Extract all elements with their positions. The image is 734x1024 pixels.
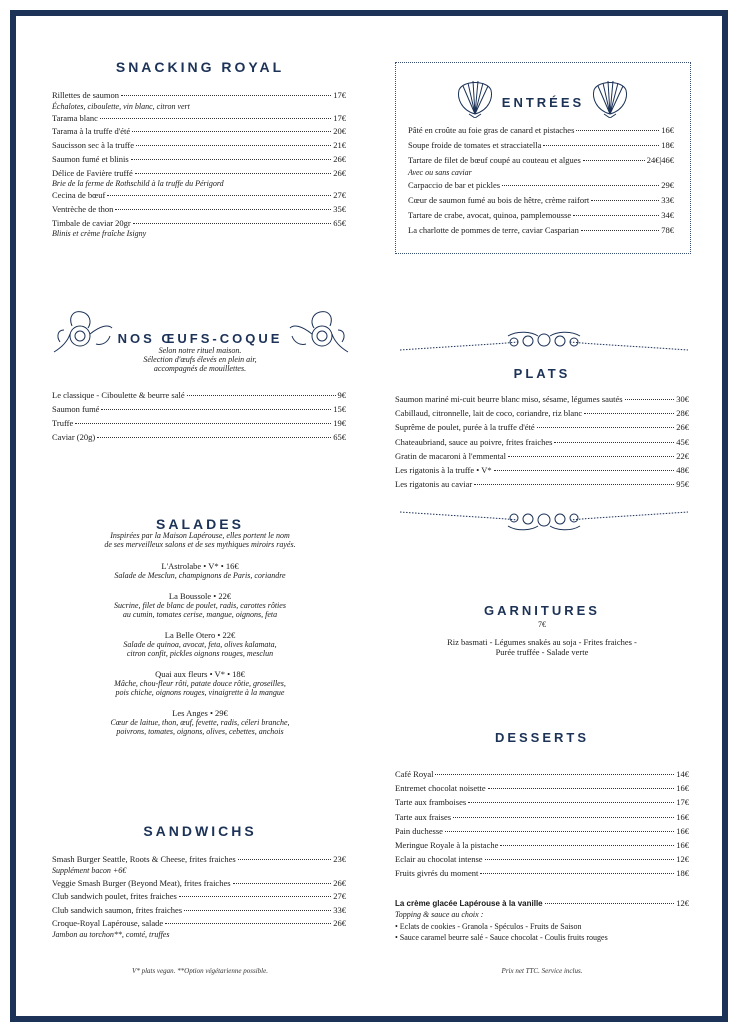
dot-leader: [480, 873, 674, 874]
menu-item-price: 9€: [337, 390, 346, 400]
menu-item-row: [408, 180, 674, 190]
menu-item-row: [52, 891, 346, 901]
menu-item-price: 34€: [661, 210, 674, 220]
menu-item-price: 17€: [333, 90, 346, 100]
menu-item-row: [395, 826, 689, 836]
menu-item-row: [52, 404, 346, 414]
dot-leader: [576, 130, 659, 131]
menu-item-row: [52, 154, 346, 164]
menu-item-price: 17€: [333, 112, 346, 123]
dot-leader: [584, 413, 674, 414]
garnitures-line: Purée truffée - Salade verte: [495, 647, 589, 657]
menu-item-name: Caviar (20g): [52, 432, 96, 442]
dot-leader: [488, 788, 675, 789]
dot-leader: [502, 185, 659, 186]
menu-item-name: Entremet chocolat noisette: [395, 783, 486, 794]
menu-item-price: 35€: [333, 203, 346, 214]
salade-item: [40, 561, 360, 580]
dot-leader: [554, 442, 674, 443]
glace-price: 12€: [676, 898, 689, 908]
menu-item-price: 26€: [333, 153, 346, 164]
menu-item-name: La charlotte de pommes de terre, caviar Casparian: [408, 225, 579, 235]
dot-leader: [435, 774, 674, 775]
menu-item-row: [395, 854, 689, 864]
salade-description: Salade de quinoa, avocat, feta, olives kalamata,: [123, 640, 277, 649]
salade-description: poivrons, tomates, oignons, olives, cebettes, anchois: [116, 727, 284, 736]
menu-item-name: Eclair au chocolat intense: [395, 854, 483, 865]
glace-bullet: • Sauce caramel beurre salé - Sauce chocolat - Coulis fruits rouges: [395, 933, 608, 942]
salade-name: Quai aux fleurs • V* • 18€: [155, 669, 245, 679]
dot-leader: [468, 802, 674, 803]
menu-item-row: [395, 451, 689, 461]
dot-leader: [445, 831, 674, 832]
menu-item-name: Les rigatonis à la truffe • V*: [395, 465, 492, 475]
menu-item-price: 18€: [661, 140, 674, 150]
menu-item-row: [52, 432, 346, 442]
menu-item-price: 18€: [676, 868, 689, 879]
menu-item-name: Tarama blanc: [52, 112, 98, 123]
menu-item-price: 27€: [333, 190, 346, 201]
menu-item-name: Pâté en croûte au foie gras de canard et pistaches: [408, 125, 575, 135]
dot-leader: [187, 395, 336, 396]
menu-item-name: Veggie Smash Burger (Beyond Meat), frites fraiches: [52, 877, 231, 888]
menu-item-price: 23€: [333, 854, 346, 864]
menu-item-name: Délice de Favière truffé: [52, 167, 133, 178]
salade-item: [40, 708, 360, 736]
scallop-shell-icon: [590, 76, 630, 118]
garnitures-price: 7€: [538, 620, 546, 629]
section-title-salades: SALADES: [156, 516, 244, 532]
dot-leader: [132, 131, 331, 132]
menu-item-name: Croque-Royal Lapérouse, salade: [52, 918, 164, 928]
salade-description: Mâche, chou-fleur rôti, patate douce rôtie, groseilles,: [114, 679, 286, 688]
dot-leader: [233, 883, 332, 884]
menu-item-price: 26€: [333, 877, 346, 888]
menu-item-row: [52, 218, 346, 228]
dot-leader: [537, 427, 675, 428]
dot-leader: [591, 200, 659, 201]
menu-item-price: 17€: [676, 797, 689, 808]
salade-description: Salade de Mesclun, champignons de Paris, coriandre: [114, 571, 286, 580]
menu-item-price: 78€: [661, 225, 674, 235]
menu-item-name: Tartare de crabe, avocat, quinoa, pamplemousse: [408, 210, 572, 220]
dot-leader: [573, 215, 659, 216]
dot-leader: [494, 470, 675, 471]
menu-item-name: Timbale de caviar 20gr: [52, 217, 131, 228]
dot-leader: [101, 409, 331, 410]
menu-item-row: [52, 878, 346, 888]
dot-leader: [581, 230, 659, 231]
menu-item-price: 21€: [333, 140, 346, 151]
menu-item-name: Gratin de macaroni à l'emmental: [395, 450, 507, 461]
salade-name: L'Astrolabe • V* • 16€: [161, 561, 239, 571]
menu-item-price: 26€: [676, 422, 689, 433]
menu-item-name: Meringue Royale à la pistache: [395, 840, 499, 850]
oeufs-intro: [100, 346, 300, 373]
menu-item-subtitle: Jambon au torchon**, comté, truffes: [52, 929, 170, 939]
section-title-plats: PLATS: [513, 366, 571, 381]
menu-item-price: 45€: [676, 436, 689, 447]
oeufs-intro-line: Selon notre rituel maison.: [158, 346, 242, 355]
menu-item-row: [52, 905, 346, 915]
menu-item-price: 16€: [676, 783, 689, 794]
dot-leader: [543, 145, 659, 146]
menu-item-price: 16€: [676, 840, 689, 850]
menu-item-name: Tarte aux framboises: [395, 797, 467, 808]
menu-item-name: Saumon fumé: [52, 404, 100, 414]
dot-leader: [485, 859, 675, 860]
dot-leader: [500, 845, 674, 846]
menu-item-subtitle: Brie de la ferme de Rothschild à la truffe du Périgord: [52, 179, 224, 189]
menu-item-price: 20€: [333, 126, 346, 137]
menu-item-name: Carpaccio de bar et pickles: [408, 180, 501, 190]
dot-leader: [238, 859, 332, 860]
menu-item-price: 22€: [676, 450, 689, 461]
salade-name: Les Anges • 29€: [172, 708, 228, 718]
menu-item-price: 16€: [676, 825, 689, 836]
menu-item-price: 95€: [676, 479, 689, 490]
menu-item-price: 16€: [676, 811, 689, 822]
dot-leader: [453, 817, 674, 818]
menu-item-row: [395, 394, 689, 404]
menu-item-price: 15€: [333, 404, 346, 414]
menu-item-row: [52, 126, 346, 136]
dot-leader: [75, 423, 331, 424]
menu-item-name: Smash Burger Seattle, Roots & Cheese, frites fraiches: [52, 854, 236, 864]
oeufs-intro-line: accompagnés de mouillettes.: [153, 364, 247, 373]
menu-item-price: 12€: [676, 854, 689, 865]
menu-item-row: [52, 190, 346, 200]
dot-leader: [97, 437, 331, 438]
dot-leader: [474, 484, 674, 485]
dot-leader: [133, 223, 331, 224]
footer-right-note: Prix net TTC. Service inclus.: [501, 967, 583, 975]
menu-item-row: [52, 113, 346, 123]
salade-item: [40, 591, 360, 619]
menu-item-row: [52, 140, 346, 150]
menu-item-row: [395, 408, 689, 418]
menu-item-name: Suprême de poulet, purée à la truffe d'été: [395, 422, 535, 433]
dot-leader: [545, 903, 675, 904]
menu-item-name: Tarte aux fraises: [395, 811, 452, 822]
glace-name: La crème glacée Lapérouse à la vanille: [395, 899, 543, 908]
oeufs-intro-line: Sélection d'œufs élevés en plein air,: [143, 355, 257, 364]
menu-item-row: [395, 479, 689, 489]
salade-item: [40, 669, 360, 697]
dot-leader: [625, 399, 675, 400]
menu-item-name: Chateaubriand, sauce au poivre, frites fraiches: [395, 436, 553, 447]
menu-item-row: [395, 812, 689, 822]
glace-row: [395, 898, 689, 908]
menu-item-price: 24€|46€: [646, 155, 674, 165]
section-title-desserts: DESSERTS: [494, 730, 590, 745]
salade-description: au cumin, tomates cerise, mangue, oignons, feta: [122, 610, 278, 619]
menu-item-subtitle: Avec ou sans caviar: [408, 168, 472, 177]
menu-item-subtitle: Échalotes, ciboulette, vin blanc, citron vert: [52, 101, 190, 111]
menu-item-row: [52, 204, 346, 214]
salades-intro-line: de ses merveilleux salons et de ses mythiques miroirs rayés.: [104, 540, 296, 549]
menu-item-name: Tarama à la truffe d'été: [52, 126, 131, 137]
scallop-shell-icon: [455, 76, 495, 118]
salades-intro-line: Inspirées par la Maison Lapérouse, elles portent le nom: [110, 531, 290, 540]
menu-item-name: Cabillaud, citronnelle, lait de coco, coriandre, riz blanc: [395, 408, 583, 419]
section-title-entrees: ENTRÉES: [501, 95, 585, 110]
salade-item: [40, 630, 360, 658]
menu-item-name: Cœur de saumon fumé au bois de hêtre, crème raifort: [408, 195, 590, 205]
menu-item-price: 27€: [333, 891, 346, 901]
menu-item-subtitle: Supplément bacon +6€: [52, 865, 127, 875]
salade-description: Sucrine, filet de blanc de poulet, radis, carottes rôties: [114, 601, 286, 610]
menu-item-row: [52, 90, 346, 100]
salades-intro: [40, 531, 360, 549]
menu-item-row: [408, 195, 674, 205]
menu-item-row: [395, 422, 689, 432]
salade-description: citron confit, pickles oignons rouges, mesclun: [126, 649, 274, 658]
menu-item-name: Cecina de bœuf: [52, 190, 106, 201]
dot-leader: [165, 923, 331, 924]
menu-item-row: [395, 783, 689, 793]
salade-description: Cœur de laitue, thon, œuf, fevette, radis, céleri branche,: [110, 718, 290, 727]
menu-item-price: 30€: [676, 394, 689, 404]
menu-item-row: [395, 769, 689, 779]
floral-ornament-icon: [398, 506, 690, 534]
menu-item-row: [408, 210, 674, 220]
menu-item-row: [52, 854, 346, 864]
menu-item-price: 14€: [676, 769, 689, 779]
glace-bullet: • Eclats de cookies - Granola - Spéculos - Fruits de Saison: [395, 922, 582, 931]
garnitures-lines: [395, 637, 689, 657]
dot-leader: [107, 195, 331, 196]
menu-item-row: [408, 155, 674, 165]
menu-item-price: 26€: [333, 918, 346, 928]
menu-item-row: [408, 125, 674, 135]
menu-item-price: 26€: [333, 167, 346, 178]
menu-item-row: [52, 918, 346, 928]
dot-leader: [179, 896, 331, 897]
dot-leader: [121, 95, 331, 96]
salade-description: pois chiche, oignons rouges, vinaigrette à la mangue: [115, 688, 285, 697]
menu-item-name: Les rigatonis au caviar: [395, 479, 473, 490]
menu-item-row: [395, 797, 689, 807]
salade-name: La Belle Otero • 22€: [164, 630, 236, 640]
glace-sub: Topping & sauce au choix :: [395, 910, 484, 919]
menu-item-row: [52, 418, 346, 428]
menu-item-price: 65€: [333, 432, 346, 442]
menu-item-row: [395, 437, 689, 447]
menu-item-price: 65€: [333, 217, 346, 228]
menu-item-price: 48€: [676, 465, 689, 475]
menu-item-name: Café Royal: [395, 769, 434, 779]
menu-item-name: Soupe froide de tomates et stracciatella: [408, 140, 542, 150]
menu-item-name: Le classique - Ciboulette & beurre salé: [52, 390, 185, 400]
menu-item-name: Club sandwich saumon, frites fraiches: [52, 904, 183, 915]
menu-item-price: 16€: [661, 125, 674, 135]
menu-item-row: [408, 225, 674, 235]
menu-item-row: [395, 868, 689, 878]
menu-item-subtitle: Blinis et crème fraîche Isigny: [52, 229, 147, 239]
section-title-garnitures: GARNITURES: [484, 603, 600, 618]
menu-item-row: [408, 140, 674, 150]
menu-item-name: Saucisson sec à la truffe: [52, 140, 134, 151]
menu-item-name: Club sandwich poulet, frites fraiches: [52, 891, 177, 901]
dot-leader: [508, 456, 674, 457]
salade-name: La Boussole • 22€: [168, 591, 232, 601]
dot-leader: [100, 118, 331, 119]
dot-leader: [184, 910, 331, 911]
menu-item-price: 19€: [333, 418, 346, 428]
menu-item-name: Saumon mariné mi-cuit beurre blanc miso, sésame, légumes sautés: [395, 394, 623, 404]
menu-item-price: 29€: [661, 180, 674, 190]
menu-item-name: Truffe: [52, 418, 74, 428]
menu-item-row: [52, 390, 346, 400]
menu-item-name: Saumon fumé et blinis: [52, 153, 129, 164]
section-title-snacking: SNACKING ROYAL: [115, 59, 285, 75]
menu-item-name: Ventrèche de thon: [52, 203, 114, 214]
dot-leader: [115, 209, 331, 210]
dot-leader: [136, 145, 331, 146]
menu-item-row: [395, 840, 689, 850]
menu-item-price: 33€: [661, 195, 674, 205]
dot-leader: [135, 173, 331, 174]
footer-left-note: V* plats vegan. **Option végétarienne possible.: [132, 967, 268, 975]
menu-item-name: Pain duchesse: [395, 825, 443, 836]
section-title-sandwichs: SANDWICHS: [143, 823, 257, 839]
menu-item-price: 33€: [333, 904, 346, 915]
section-title-oeufs: NOS ŒUFS-COQUE: [117, 331, 283, 346]
menu-item-row: [52, 168, 346, 178]
menu-item-name: Rillettes de saumon: [52, 90, 120, 100]
menu-item-name: Fruits givrés du moment: [395, 868, 479, 879]
menu-item-price: 28€: [676, 408, 689, 419]
dot-leader: [583, 160, 645, 161]
floral-ornament-icon: [398, 328, 690, 356]
menu-item-row: [395, 465, 689, 475]
dot-leader: [131, 159, 332, 160]
garnitures-line: Riz basmati - Légumes snakés au soja - Frites fraiches -: [447, 637, 637, 647]
menu-item-name: Tartare de filet de bœuf coupé au couteau et algues: [408, 155, 581, 165]
